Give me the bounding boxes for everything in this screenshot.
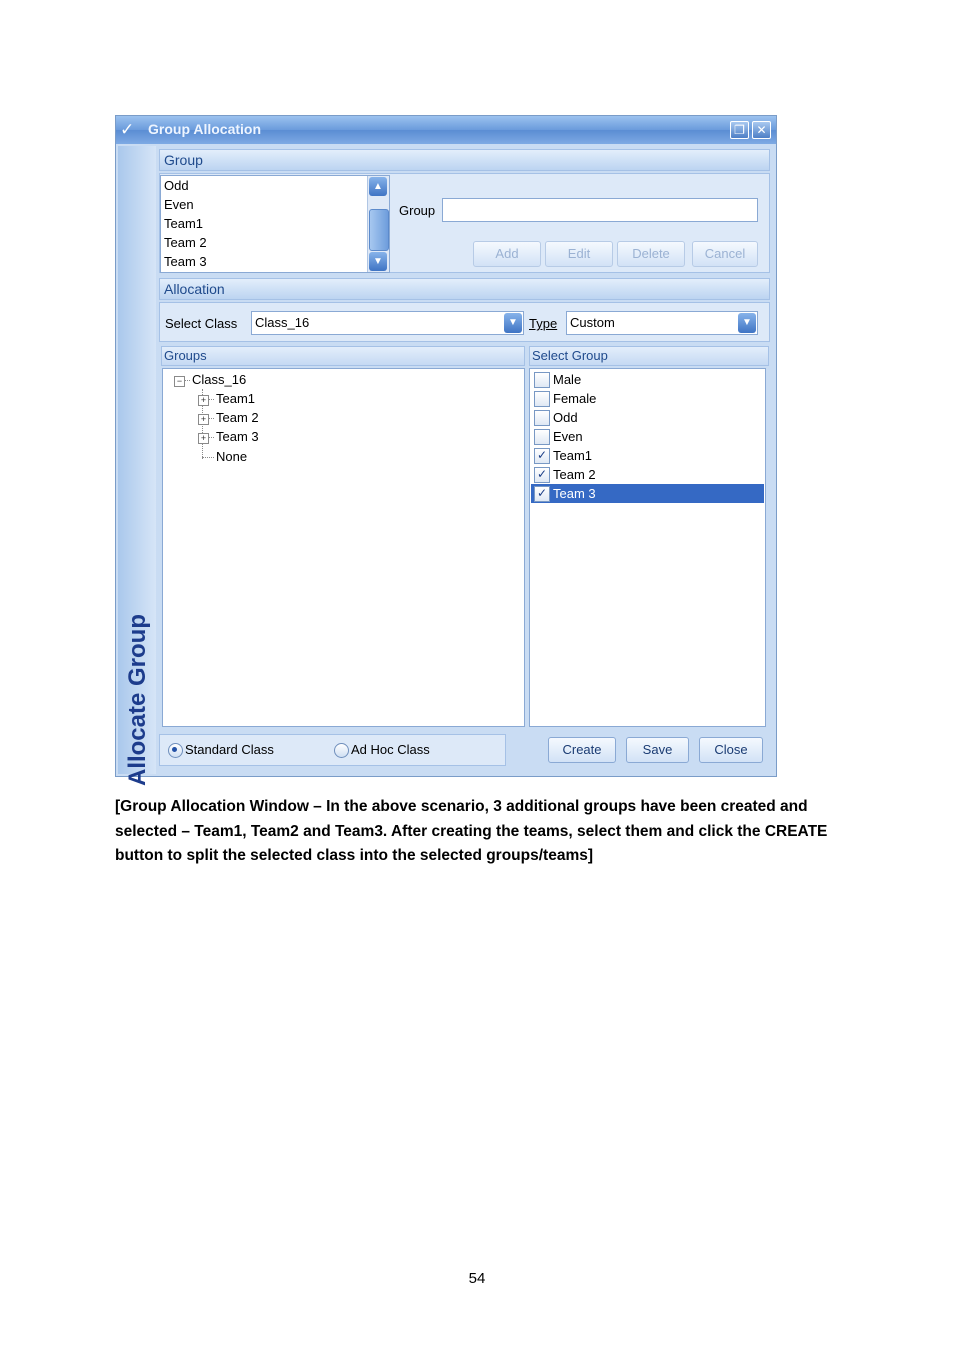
type-dropdown[interactable] bbox=[566, 311, 758, 335]
close-button[interactable]: Close bbox=[699, 737, 763, 763]
delete-button[interactable]: Delete bbox=[617, 241, 685, 267]
group-list[interactable] bbox=[160, 175, 390, 273]
checkbox-unchecked-icon[interactable] bbox=[534, 391, 550, 407]
tree-node[interactable]: Team 2 bbox=[216, 410, 259, 425]
standard-class-label[interactable]: Standard Class bbox=[185, 742, 274, 757]
sidebar bbox=[118, 146, 156, 787]
list-item-label: Team1 bbox=[553, 448, 593, 463]
figure-caption: [Group Allocation Window – In the above scenario, 3 additional groups have been created and selected – Team1, Team2 and Team3. After creating the teams, select them and click the CREATE button to split the selected class into the selected groups/teams] bbox=[115, 798, 828, 864]
create-button[interactable]: Create bbox=[548, 737, 616, 763]
tree-node[interactable]: None bbox=[216, 449, 248, 464]
list-item[interactable]: Odd bbox=[164, 178, 189, 193]
standard-class-radio[interactable] bbox=[168, 743, 183, 758]
save-button[interactable]: Save bbox=[626, 737, 689, 763]
restore-icon[interactable]: ❐ bbox=[730, 121, 749, 139]
list-item[interactable]: Team 3 bbox=[164, 254, 207, 269]
check-icon: ✓ bbox=[120, 120, 135, 140]
chevron-down-icon[interactable]: ▼ bbox=[504, 313, 522, 333]
list-item-label: Female bbox=[553, 391, 597, 406]
close-icon[interactable]: ✕ bbox=[752, 121, 771, 139]
list-item[interactable] bbox=[531, 370, 764, 389]
group-allocation-window bbox=[115, 115, 777, 787]
tree-node[interactable]: Team 3 bbox=[216, 429, 259, 444]
cancel-button[interactable]: Cancel bbox=[692, 241, 758, 267]
type-value: Custom bbox=[570, 315, 615, 330]
list-item[interactable]: Even bbox=[164, 197, 194, 212]
type-label: Type bbox=[529, 316, 558, 331]
title-bar[interactable] bbox=[116, 116, 776, 144]
sidebar-label: Allocate Group bbox=[124, 613, 151, 787]
expand-icon[interactable]: + bbox=[198, 395, 209, 406]
group-section-header: Group bbox=[159, 149, 770, 171]
list-item-selected[interactable] bbox=[531, 484, 764, 503]
list-item-label: Team 3 bbox=[553, 486, 596, 501]
add-button[interactable]: Add bbox=[473, 241, 541, 267]
tree-node[interactable]: Team1 bbox=[216, 391, 256, 406]
scroll-down-icon[interactable]: ▼ bbox=[369, 252, 387, 271]
adhoc-class-radio[interactable] bbox=[334, 743, 349, 758]
list-item-label: Even bbox=[553, 429, 583, 444]
page-number: 54 bbox=[468, 1270, 486, 1287]
list-item[interactable] bbox=[531, 408, 764, 427]
adhoc-class-label[interactable]: Ad Hoc Class bbox=[351, 742, 430, 757]
group-name-input[interactable] bbox=[442, 198, 758, 222]
scroll-thumb[interactable] bbox=[369, 209, 389, 251]
collapse-icon[interactable]: − bbox=[174, 376, 185, 387]
group-list-scrollbar[interactable] bbox=[367, 176, 389, 272]
groups-tree[interactable] bbox=[162, 368, 525, 727]
groups-panel-header: Groups bbox=[161, 346, 525, 366]
checkbox-checked-icon[interactable]: ✓ bbox=[534, 467, 550, 483]
scroll-up-icon[interactable]: ▲ bbox=[369, 177, 387, 196]
list-item[interactable] bbox=[531, 389, 764, 408]
select-class-label: Select Class bbox=[165, 316, 238, 331]
select-group-list[interactable] bbox=[529, 368, 766, 727]
checkbox-checked-icon[interactable]: ✓ bbox=[534, 448, 550, 464]
checkbox-unchecked-icon[interactable] bbox=[534, 372, 550, 388]
list-item[interactable] bbox=[531, 446, 764, 465]
list-item-label: Male bbox=[553, 372, 582, 387]
list-item[interactable]: Team 2 bbox=[164, 235, 207, 250]
window-title: Group Allocation bbox=[148, 121, 262, 137]
list-item[interactable]: Team1 bbox=[164, 216, 204, 231]
list-item-label: Odd bbox=[553, 410, 578, 425]
list-item-label: Team 2 bbox=[553, 467, 596, 482]
tree-root[interactable]: Class_16 bbox=[192, 372, 247, 387]
expand-icon[interactable]: + bbox=[198, 433, 209, 444]
select-group-header: Select Group bbox=[529, 346, 769, 366]
checkbox-unchecked-icon[interactable] bbox=[534, 429, 550, 445]
group-field-label: Group bbox=[399, 203, 436, 218]
checkbox-unchecked-icon[interactable] bbox=[534, 410, 550, 426]
list-item[interactable] bbox=[531, 427, 764, 446]
select-class-dropdown[interactable] bbox=[251, 311, 524, 335]
edit-button[interactable]: Edit bbox=[545, 241, 613, 267]
expand-icon[interactable]: + bbox=[198, 414, 209, 425]
checkbox-checked-icon[interactable]: ✓ bbox=[534, 486, 550, 502]
chevron-down-icon[interactable]: ▼ bbox=[738, 313, 756, 333]
allocation-section-header: Allocation bbox=[159, 278, 770, 300]
list-item[interactable] bbox=[531, 465, 764, 484]
select-class-value: Class_16 bbox=[255, 315, 310, 330]
